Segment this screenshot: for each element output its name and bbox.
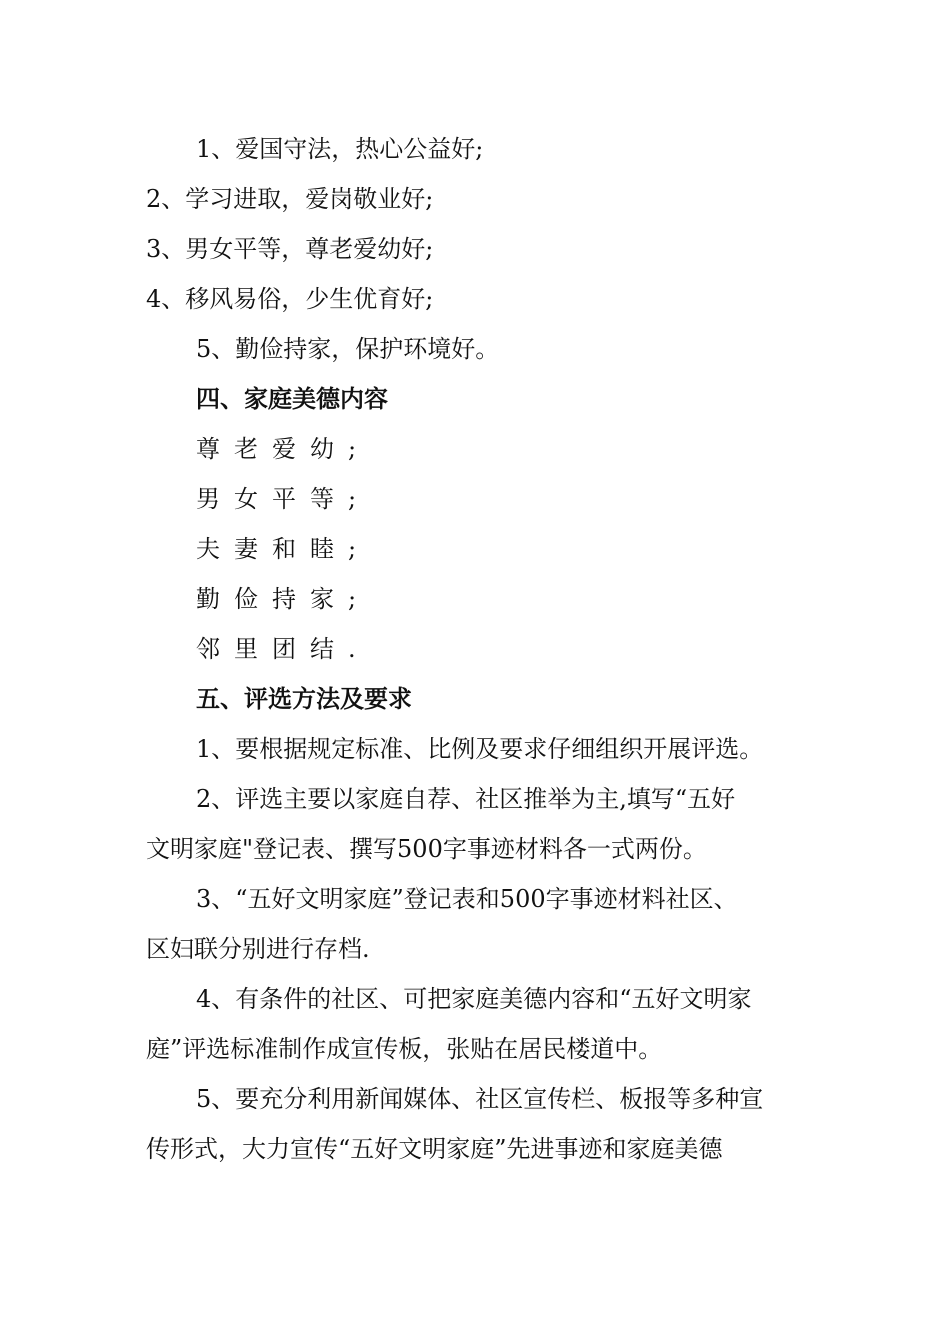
method-paragraph-4-line-2: 庭”评选标准制作成宣传板，张贴在居民楼道中。 xyxy=(146,1035,663,1063)
virtue-item-4: 勤俭持家; xyxy=(196,585,371,613)
section-heading-selection-method: 五、评选方法及要求 xyxy=(196,685,412,713)
method-paragraph-2-line-1: 2、评选主要以家庭自荐、社区推举为主,填写“五好 xyxy=(196,785,736,813)
method-paragraph-5-line-1: 5、要充分利用新闻媒体、社区宣传栏、板报等多种宣 xyxy=(196,1085,764,1113)
method-paragraph-1: 1、要根据规定标准、比例及要求仔细组织开展评选。 xyxy=(196,735,764,763)
standard-item-2: 2、学习进取，爱岗敬业好; xyxy=(146,185,434,213)
virtue-item-1: 尊老爱幼; xyxy=(196,435,371,463)
virtue-item-5: 邻里团结. xyxy=(196,635,370,663)
method-paragraph-5-line-2: 传形式，大力宣传“五好文明家庭”先进事迹和家庭美德 xyxy=(146,1135,723,1163)
standard-item-4: 4、移风易俗，少生优育好; xyxy=(146,285,434,313)
method-paragraph-3-line-2: 区妇联分别进行存档. xyxy=(146,935,370,963)
virtue-item-3: 夫妻和睦; xyxy=(196,535,371,563)
standard-item-5: 5、勤俭持家，保护环境好。 xyxy=(196,335,500,363)
standard-item-3: 3、男女平等，尊老爱幼好; xyxy=(146,235,434,263)
method-paragraph-2-line-2: 文明家庭"登记表、撰写500字事迹材料各一式两份。 xyxy=(146,835,707,863)
standard-item-1: 1、爱国守法，热心公益好; xyxy=(196,135,484,163)
method-paragraph-3-line-1: 3、“五好文明家庭”登记表和500字事迹材料社区、 xyxy=(196,885,738,913)
virtue-item-2: 男女平等; xyxy=(196,485,371,513)
method-paragraph-4-line-1: 4、有条件的社区、可把家庭美德内容和“五好文明家 xyxy=(196,985,752,1013)
section-heading-family-virtues: 四、家庭美德内容 xyxy=(196,385,388,413)
